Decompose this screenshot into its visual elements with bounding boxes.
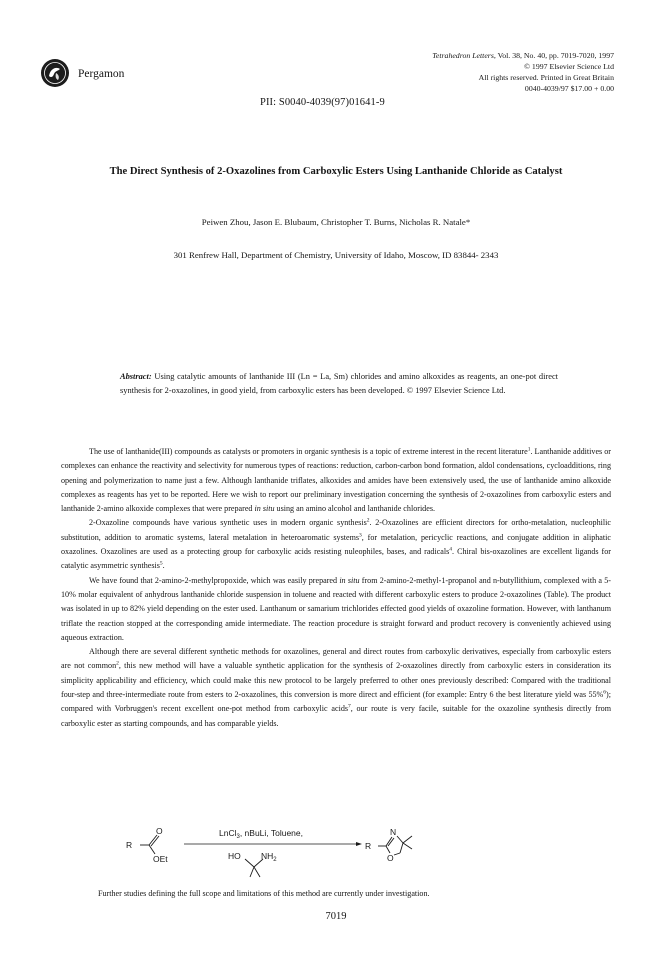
reference-marker: 2 <box>116 660 119 667</box>
reagent-conditions <box>219 828 303 840</box>
journal-volume: , Vol. 38, No. 40, pp. 7019-7020, 1997 <box>493 51 614 60</box>
hydroxyl-label: HO <box>228 851 241 861</box>
paragraph-3 <box>61 574 611 645</box>
copyright-line: © 1997 Elsevier Science Ltd <box>524 62 614 71</box>
text-run: , our route is very facile, suitable for the oxazoline synthesis directly from carboxylic ester as starting compounds, and has comparable yields. <box>61 704 611 728</box>
amine-label <box>261 851 277 863</box>
text-run: Although there are several different synthetic methods for oxazolines, general and direct routes from carboxylic derivatives, especially from carboxylic esters are not common <box>61 647 611 671</box>
reagent-text: LnCl <box>219 828 237 838</box>
text-run: . Chiral bis-oxazolines are excellent ligands for catalytic asymmetric synthesis <box>61 547 611 571</box>
text-run: ); compared with Vorbruggen's recent excellent one-pot method from carboxylic acids <box>61 690 611 714</box>
journal-citation <box>432 50 614 94</box>
text-run: using an amino alcohol and lanthanide chlorides. <box>274 504 435 514</box>
italic-term: in situ <box>254 504 275 514</box>
ring-oxygen: O <box>387 853 394 863</box>
paragraph-2 <box>61 516 611 573</box>
reference-marker: 6 <box>603 689 607 696</box>
reagent-text-rest: , nBuLi, Toluene, <box>239 828 303 838</box>
carbonyl-oxygen: O <box>156 826 163 836</box>
author-list: Peiwen Zhou, Jason E. Blubaum, Christopher T. Burns, Nicholas R. Natale* <box>201 217 471 227</box>
reagent-subscript: 3 <box>236 834 240 840</box>
paragraph-1 <box>61 445 611 516</box>
r-group-left: R <box>126 840 133 850</box>
ester-structure <box>140 835 159 854</box>
pergamon-logo <box>40 58 70 88</box>
text-run: . 2-Oxazolines are efficient directors for ortho-metalation, nucleophilic substitution, addition to aromatic systems, lateral metalation in heteroaromatic systems <box>61 518 611 542</box>
ring-nitrogen: N <box>390 827 397 837</box>
abstract-text: Using catalytic amounts of lanthanide III (Ln = La, Sm) chlorides and amino alkoxides as reagents, an one-pot direct synthesis for 2-oxazolines, in good yield, from carboxylic esters has been developed. © 1997 Elsevier Science Ltd. <box>120 372 558 395</box>
text-run: We have found that 2-amino-2-methylpropoxide, which was easily prepared <box>89 575 340 585</box>
amine-text: NH <box>261 851 274 861</box>
oxazoline-structure <box>378 836 412 855</box>
rights-line: All rights reserved. Printed in Great Britain <box>478 73 614 82</box>
text-run: 2-Oxazoline compounds have various synthetic uses in modern organic synthesis <box>89 518 367 528</box>
abstract-label: Abstract: <box>120 372 152 381</box>
paragraph-4 <box>61 645 611 731</box>
text-run: . <box>162 561 165 571</box>
reference-marker: 2 <box>366 517 370 524</box>
italic-term: in situ <box>339 575 360 585</box>
r-group-right: R <box>365 841 372 851</box>
reference-marker: 4 <box>449 546 453 553</box>
text-run: from 2-amino-2-methyl-1-propanol and n-butyllithium, complexed with a 5-10% molar equivalent of anhydrous lanthanide chloride suspension in toluene and reacted with different carboxylic esters to produce 2-oxazolines (Table). The product was isolated in up to 82% yield depending on the ester used. Lanthanum or samarium trichlorides effected good yields of oxazoline formation. However, with lanthanum triflate the reaction stopped at the corresponding amide intermediate. The reaction procedure is straight forward and product recovery is conveniently achieved using aqueous extraction. <box>61 575 611 642</box>
reference-marker: 3 <box>359 532 362 539</box>
text-run: The use of lanthanide(III) compounds as catalysts or promoters in organic synthesis is a topic of extreme interest in the recent literature <box>89 447 528 456</box>
arrow-head <box>356 842 362 846</box>
abstract <box>120 370 558 397</box>
page-number: 7019 <box>325 911 347 922</box>
text-run: , this new method will have a valuable synthetic application for the synthesis of 2-oxazolines directly from carboxylic esters in consideration its simplicity applicability and efficiency, which could make this new protocol to be largely preferred to other ones previously described: Compared with the traditional four-step and three-intermediate route from esters to 2-oxazolines, this conversion is more direct and efficient (for example: Entry 6 the best literature yield was 55% <box>61 661 612 700</box>
text-run: . Lanthanide additives or complexes can enhance the reactivity and selectivity for numerous types of reactions: reduction, carbon-carbon bond formation, aldol condensations, cycloadditions, ring opening and polymerization to name just a few. Although lanthanide triflates, alkoxides and amides have been extensively used, the use of lanthanide amino alkoxide complexes as reagents has yet to be reported. Here we wish to report our preliminary investigation concerning the synthesis of 2-oxazolines from carboxylic esters and lanthanide 2-amino alkoxide complexes that were prepared <box>61 447 611 514</box>
pii-identifier: PII: S0040-4039(97)01641-9 <box>260 97 385 108</box>
reaction-scheme <box>120 824 440 886</box>
text-run: , for metalation, pericyclic reactions, and conjugate addition in aliphatic oxazolines. Oxazolines are used as a protecting group for carboxylic acids resisting nuleophiles, bases, and radicals <box>61 532 611 557</box>
reference-marker: 1 <box>527 446 531 453</box>
ethoxy-group: OEt <box>153 854 168 864</box>
closing-sentence: Further studies defining the full scope and limitations of this method are currently under investigation. <box>98 889 430 898</box>
publisher-name: Pergamon <box>78 68 125 80</box>
reference-marker: 5 <box>159 560 163 567</box>
article-body <box>61 445 611 731</box>
amino-alcohol-structure <box>245 859 263 877</box>
amine-subscript: 2 <box>273 857 277 863</box>
reference-marker: 7 <box>348 703 351 710</box>
price-line: 0040-4039/97 $17.00 + 0.00 <box>524 84 614 93</box>
article-title: The Direct Synthesis of 2-Oxazolines from Carboxylic Esters Using Lanthanide Chloride as Catalyst <box>109 166 563 177</box>
affiliation: 301 Renfrew Hall, Department of Chemistry, University of Idaho, Moscow, ID 83844- 2343 <box>173 250 499 260</box>
journal-name: Tetrahedron Letters <box>432 51 494 60</box>
